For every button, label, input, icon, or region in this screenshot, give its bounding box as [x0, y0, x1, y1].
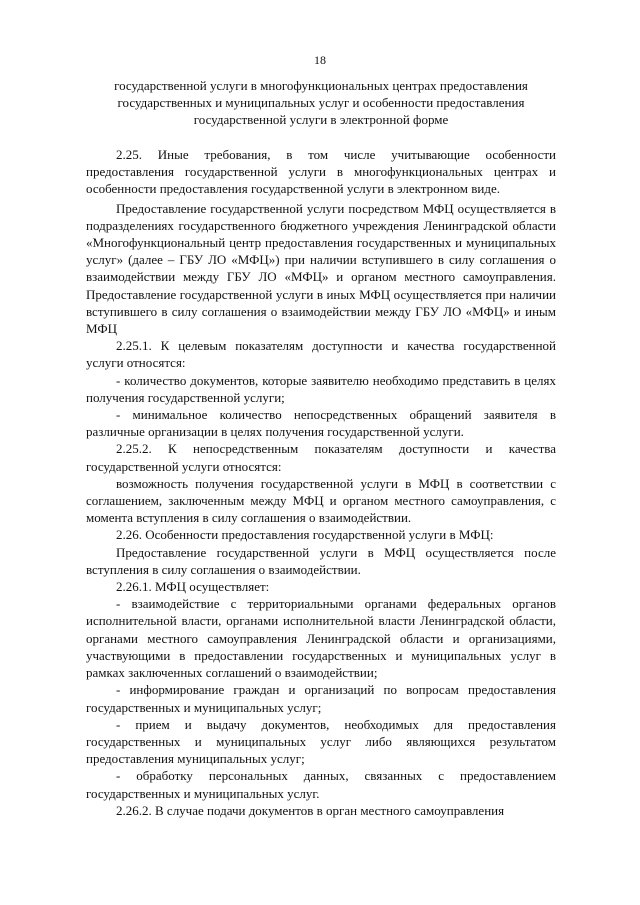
paragraph-2-25-1: 2.25.1. К целевым показателям доступности и качества государственной услуги относятся: — [86, 338, 556, 371]
list-item-personal-data: - обработку персональных данных, связанных с предоставлением государственных и муниципальных услуг. — [86, 768, 556, 801]
paragraph-2-25: 2.25. Иные требования, в том числе учитывающие особенности предоставления государственной услуги в многофункциональных центрах и особенности предоставления государственной услуги в электронном виде. — [86, 147, 556, 197]
paragraph-2-26: 2.26. Особенности предоставления государственной услуги в МФЦ: — [116, 527, 494, 543]
list-item-minimal-visits: - минимальное количество непосредственных обращений заявителя в различные организации в целях получения государственной услуги. — [86, 407, 556, 440]
paragraph-mfc-provision: Предоставление государственной услуги посредством МФЦ осуществляется в подразделениях государственного бюджетного учреждения Ленинградской области «Многофункциональный центр предоставления государственных и муниципальных услуг» (далее – ГБУ ЛО «МФЦ») при наличии вступившего в силу соглашения о взаимодействии между ГБУ ЛО «МФЦ» и органом местного самоуправления. Предоставление государственной услуги в иных МФЦ осуществляется при наличии вступившего в силу соглашения о взаимодействии между ГБУ ЛО «МФЦ» и иным МФЦ — [86, 200, 556, 337]
list-item-informing: - информирование граждан и организаций по вопросам предоставления государственных и муниципальных услуг; — [86, 682, 556, 715]
heading-line: государственной услуги в многофункциональных центрах предоставления — [114, 78, 528, 93]
page-number: 18 — [314, 53, 326, 67]
section-heading — [86, 77, 556, 129]
list-item-interaction: - взаимодействие с территориальными органами федеральных органов исполнительной власти, органами исполнительной власти Ленинградской области, органами местного самоуправления Ленинградской области и организациями, участвующими в предоставлении государственных и муниципальных услуг в рамках заключенных соглашений о взаимодействии; — [86, 596, 556, 681]
heading-line: государственных и муниципальных услуг и особенности предоставления — [117, 95, 525, 111]
paragraph-2-25-2: 2.25.2. К непосредственным показателям доступности и качества государственной услуги относятся: — [86, 441, 556, 474]
paragraph-mfc-availability: возможность получения государственной услуги в МФЦ в соответствии с соглашением, заключенным между МФЦ и органом местного самоуправления, с момента вступления в силу соглашения о взаимодействии. — [86, 475, 556, 526]
document-body — [86, 146, 556, 819]
list-item-reception: - прием и выдачу документов, необходимых для предоставления государственных и муниципальных услуг либо являющихся результатом предоставления муниципальных услуг; — [86, 716, 556, 767]
paragraph-2-26-1: 2.26.1. МФЦ осуществляет: — [116, 579, 270, 595]
paragraph-2-26-2: 2.26.2. В случае подачи документов в орган местного самоуправления — [116, 802, 505, 818]
list-item-documents-count: - количество документов, которые заявителю необходимо представить в целях получения государственной услуги; — [86, 372, 556, 405]
heading-line: государственной услуги в электронной форме — [193, 112, 449, 128]
paragraph-mfc-after-agreement: Предоставление государственной услуги в МФЦ осуществляется после вступления в силу соглашения о взаимодействии. — [86, 544, 556, 577]
